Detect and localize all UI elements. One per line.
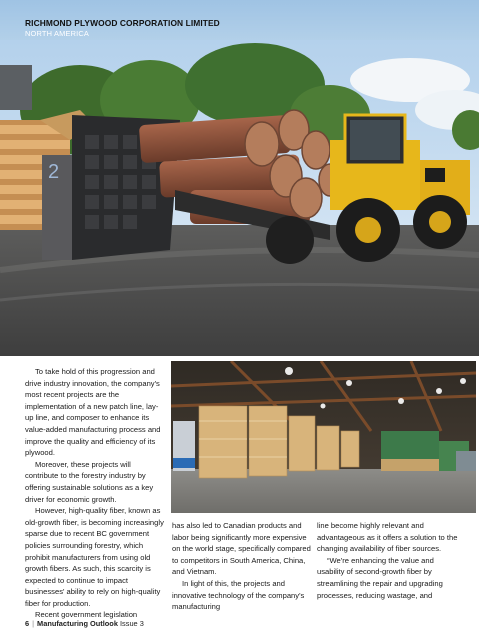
footer-separator: | — [32, 619, 35, 628]
publication-name: Manufacturing Outlook — [37, 619, 118, 628]
article-column-3 — [317, 520, 459, 601]
company-name: RICHMOND PLYWOOD CORPORATION LIMITED — [25, 18, 220, 28]
issue-label: Issue 3 — [120, 619, 144, 628]
article-column-2 — [172, 520, 314, 613]
paragraph: “We're enhancing the value and usability of second-growth fiber by streamlining the repair and upgrading processes, reducing wastage, and — [317, 555, 443, 600]
paragraph: has also led to Canadian products and labor being significantly more expensive on the world stage, specifically compared to competitors in South America, China, and Vietnam. — [172, 521, 311, 577]
paragraph: In light of this, the projects and innovative technology of the company's manufacturing — [172, 578, 305, 612]
page-footer — [25, 619, 144, 628]
paragraph: However, high-quality fiber, known as old-growth fiber, is becoming increasingly sparse due to recent BC government policies surrounding forestry, which prohibit manufacturers from using old growth fibers. As such, this scarcity is expected to continue to impact businesses' ability to rely on high-quality fiber for production. — [25, 506, 164, 608]
warehouse-photo — [171, 361, 476, 513]
hero-photo-log-loader — [0, 40, 479, 356]
paragraph: Recent government legislation — [35, 610, 138, 620]
page-number: 6 — [25, 619, 30, 628]
crate-number: 2 — [48, 161, 60, 183]
paragraph: line become highly relevant and advantageous as it offers a solution to the changing availability of fiber sources. — [317, 521, 458, 554]
region-label: NORTH AMERICA — [25, 29, 90, 38]
paragraph: To take hold of this progression and drive industry innovation, the company's most recent projects are the implementation of a new patch line, lay-up line, and composer to enhance its value-added manufacturing process and improve the quality and efficiency of its plywood. — [25, 367, 161, 458]
article-column-1 — [25, 366, 166, 621]
paragraph: Moreover, these projects will contribute to the forestry industry by offering sustainable solutions as a key driver for economic growth. — [25, 459, 154, 504]
